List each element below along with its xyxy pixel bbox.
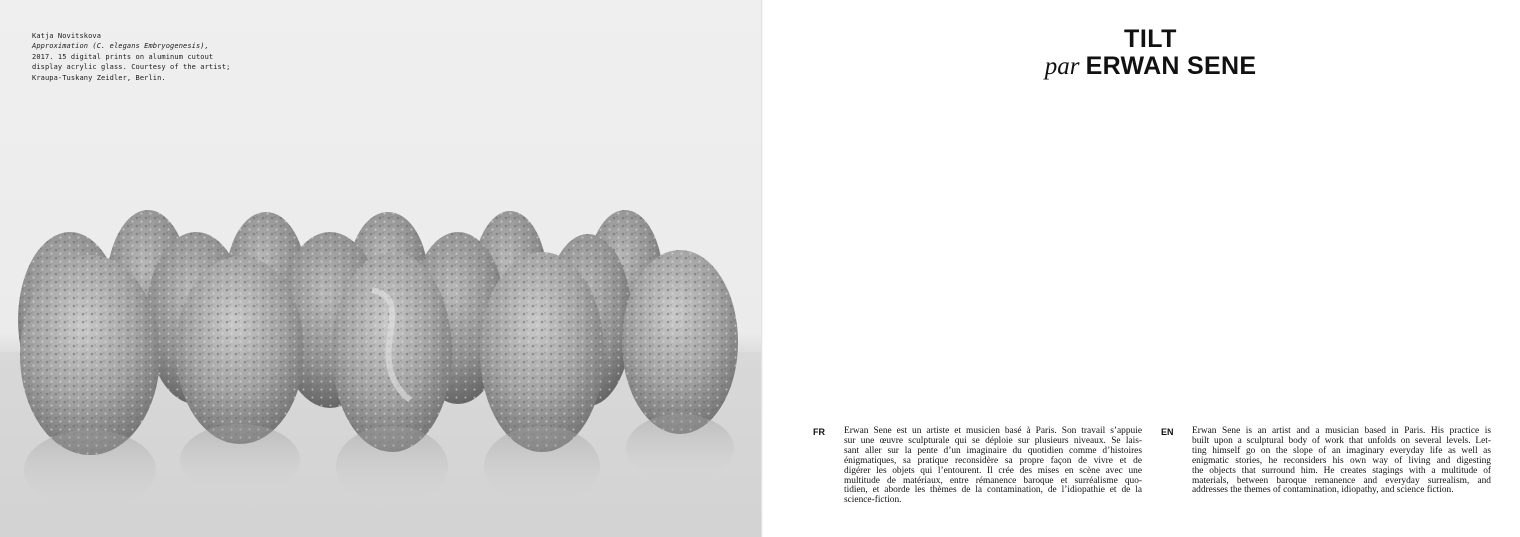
- caption-work-title: Approximation (C. elegans Embryogenesis),: [32, 42, 209, 51]
- byline-name: ERWAN SENE: [1085, 52, 1257, 80]
- text-line: énigmatiques, sa pratique reconsidère sa propre façon de vivre et de: [844, 455, 1142, 466]
- text-line: multitude de matériaux, entre rémanence baroque et surréalisme quo-: [844, 475, 1142, 486]
- caption-line: display acrylic glass. Courtesy of the artist;: [32, 63, 231, 72]
- body-text-fr: [844, 427, 1142, 506]
- article-byline: [763, 52, 1520, 81]
- text-line: addresses the themes of contamination, idiopathy, and science fiction.: [1192, 485, 1454, 496]
- right-page-text: [763, 0, 1520, 537]
- caption-line: 2017. 15 digital prints on aluminum cutout: [32, 52, 214, 61]
- lang-tag-en: EN: [1161, 427, 1174, 437]
- caption-line: Kraupa-Tuskany Zeidler, Berlin.: [32, 73, 166, 82]
- photo-caption: [32, 31, 272, 83]
- text-line: Erwan Sene est un artiste et musicien basé à Paris. Son travail s’appuie: [844, 426, 1142, 436]
- body-text-en: [1192, 427, 1491, 496]
- text-line: digérer les objets qui l’entourent. Il crée des mises en scène avec une: [844, 465, 1142, 476]
- text-line: Erwan Sene is an artist and a musician based in Paris. His practice is: [1192, 426, 1491, 436]
- text-line: built upon a sculptural body of work that unfolds on several levels. Let-: [1192, 435, 1491, 446]
- text-line: materials, between baroque remanence and everyday surrealism, and: [1192, 475, 1491, 486]
- text-line: the objects that surround him. He creates stagings with a multitude of: [1192, 465, 1491, 476]
- text-line: sant aller sur la pente d’un imaginaire du quotidien comme d’histoires: [844, 445, 1142, 456]
- byline-prefix: par: [1044, 53, 1080, 80]
- text-line: science-fiction.: [844, 495, 902, 506]
- text-line: ting himself go on the slope of an imaginary everyday life as well as: [1192, 445, 1491, 456]
- title-block: [763, 26, 1520, 81]
- text-line: enigmatic stories, he reconsiders his own way of living and digesting: [1192, 455, 1491, 466]
- text-line: sur une œuvre sculpturale qui se déploie sur plusieurs niveaux. Se lais-: [844, 435, 1142, 446]
- article-title: TILT: [1124, 25, 1177, 53]
- lang-tag-fr: FR: [813, 427, 825, 437]
- caption-artist: Katja Novitskova: [32, 32, 102, 40]
- text-line: tidien, et aborde les thèmes de la contamination, de l’idiopathie et de la: [844, 485, 1142, 496]
